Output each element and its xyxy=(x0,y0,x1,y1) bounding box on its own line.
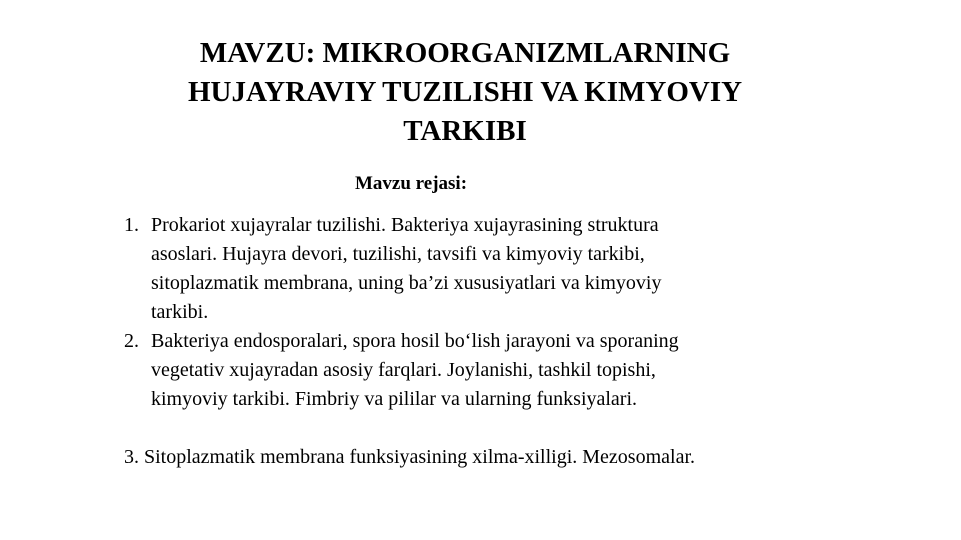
plan-item-number: 2. xyxy=(124,330,139,352)
plan-subtitle: Mavzu rejasi: xyxy=(355,173,468,194)
plan-item-number: 3. xyxy=(124,446,139,468)
title-line: TARKIBI xyxy=(403,115,527,147)
plan-item-text: Prokariot xujayralar tuzilishi. Bakteriya xujayrasining struktura asoslari. Hujayra devori, tuzilishi, tavsifi va kimyoviy tarkibi, sitoplazmatik membrana, uning ba’zi xususiyatlari va kimyoviy tarkibi. xyxy=(151,214,662,323)
plan-item-2 xyxy=(124,327,824,414)
plan-item-text: Bakteriya endosporalari, spora hosil bo‘lish jarayoni va sporaning vegetativ xujayradan asosiy farqlari. Joylanishi, tashkil topishi, kimyoviy tarkibi. Fimbriy va pililar va ularning funksiyalari. xyxy=(151,330,679,410)
plan-item-1 xyxy=(124,211,824,327)
plan-item-3 xyxy=(124,443,824,472)
title-line: MAVZU: MIKROORGANIZMLARNING xyxy=(199,37,731,69)
plan-list xyxy=(124,211,824,472)
title-line: HUJAYRAVIY TUZILISHI VA KIMYOVIY xyxy=(187,76,743,108)
plan-item-text: Sitoplazmatik membrana funksiyasining xilma-xilligi. Mezosomalar. xyxy=(144,446,696,468)
slide-title xyxy=(130,34,800,151)
plan-item-number: 1. xyxy=(124,214,139,236)
